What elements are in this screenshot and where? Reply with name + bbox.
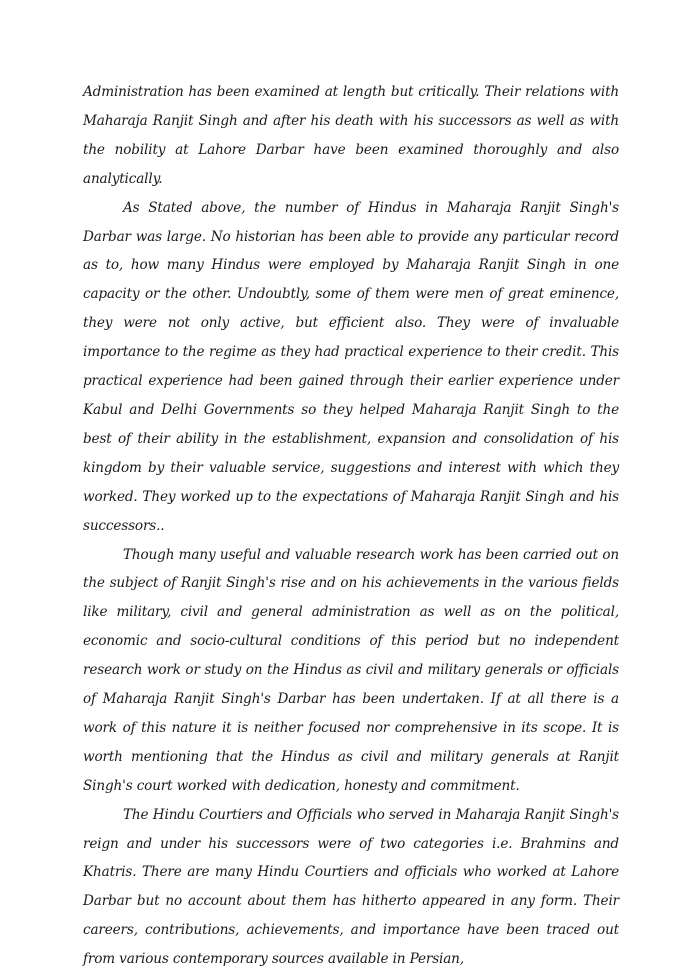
body-text — [83, 78, 619, 974]
paragraph-hindus-in-darbar: As Stated above, the number of Hindus in Maharaja Ranjit Singh's Darbar was large. No historian has been able to provide any particular record as to, how many Hindus were employed by Maharaja Ranjit Singh in one capacity or the other. Undoubtly, some of them were men of great eminence, they were not only active, but efficient also. They were of invaluable importance to the regime as they had practical experience to their credit. This practical experience had been gained through their earlier experience under Kabul and Delhi Governments so they helped Maharaja Ranjit Singh to the best of their ability in the establishment, expansion and consolidation of his kingdom by their valuable service, suggestions and interest with which they worked. They worked up to the expectations of Maharaja Ranjit Singh and his successors.. — [83, 199, 619, 534]
paragraph-continuation: Administration has been examined at length but critically. Their relations with Maharaja Ranjit Singh and after his death with his successors as well as with the nobility at Lahore Darbar have been examined thoroughly and also analytically. — [83, 84, 619, 187]
paragraph-hindu-courtiers: The Hindu Courtiers and Officials who served in Maharaja Ranjit Singh's reign and under his successors were of two categories i.e. Brahmins and Khatris. There are many Hindu Courtiers and officials who worked at Lahore Darbar but no account about them has hitherto appeared in any form. Their careers, contributions, achievements, and importance have been traced out from various contemporary sources available in Persian, — [83, 806, 619, 968]
paragraph-research-work: Though many useful and valuable research work has been carried out on the subject of Ranjit Singh's rise and on his achievements in the various fields like military, civil and general administration as well as on the political, economic and socio-cultural conditions of this period but no independent research work or study on the Hindus as civil and military generals or officials of Maharaja Ranjit Singh's Darbar has been undertaken. If at all there is a work of this nature it is neither focused nor comprehensive in its scope. It is worth mentioning that the Hindus as civil and military generals at Ranjit Singh's court worked with dedication, honesty and commitment. — [83, 546, 619, 794]
